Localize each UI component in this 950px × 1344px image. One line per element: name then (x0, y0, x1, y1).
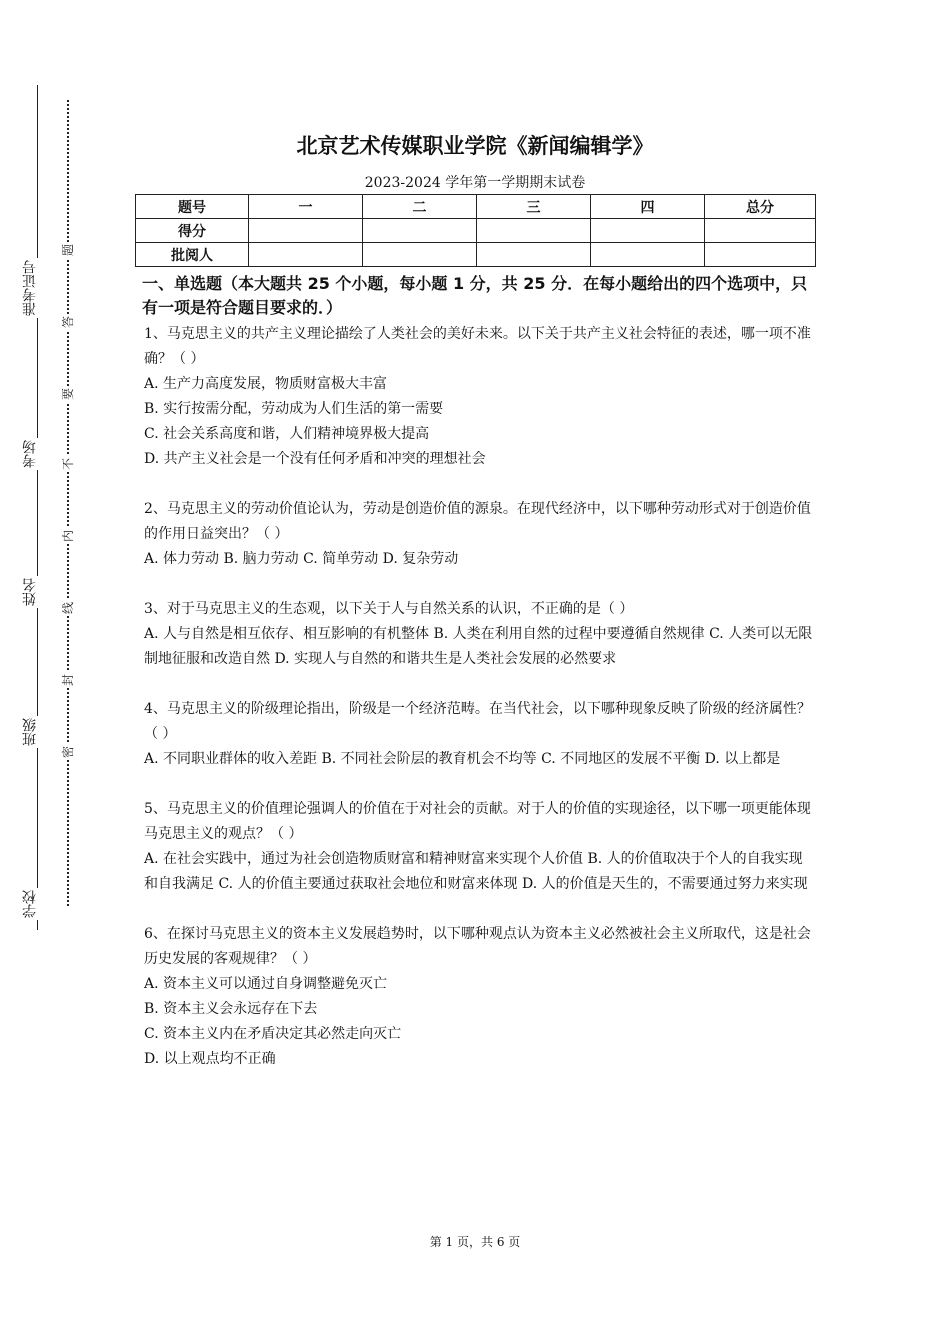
score-cell[interactable] (477, 219, 591, 243)
seal-char: 密 (61, 746, 75, 759)
score-header-cell: 四 (591, 195, 705, 219)
question-stem: 5、马克思主义的价值理论强调人的价值在于对社会的贡献。对于人的价值的实现途径，以下哪一项更能体现马克思主义的观点？（ ） (144, 801, 811, 842)
score-cell[interactable] (591, 219, 705, 243)
question-3 (144, 597, 816, 672)
score-header-cell: 题号 (136, 195, 249, 219)
binding-line (37, 85, 38, 930)
question-option: B. 资本主义会永远存在下去 (144, 1001, 318, 1017)
question-5 (144, 797, 816, 897)
seal-char: 内 (61, 530, 75, 543)
seal-char: 答 (61, 316, 75, 329)
field-class-label: 班级 (22, 718, 38, 746)
question-option: B. 实行按需分配，劳动成为人们生活的第一需要 (144, 401, 444, 417)
question-options: A. 在社会实践中，通过为社会创造物质财富和精神财富来实现个人价值 B. 人的价值取决于个人的自我实现和自我满足 C. 人的价值主要通过获取社会地位和财富来体现 D. 人的价值是天生的，不需要通过努力来实现 (144, 851, 808, 892)
score-table (135, 194, 816, 267)
question-option: C. 资本主义内在矛盾决定其必然走向灭亡 (144, 1026, 402, 1042)
score-cell[interactable] (249, 219, 363, 243)
grader-cell[interactable] (249, 243, 363, 267)
question-stem: 4、马克思主义的阶级理论指出，阶级是一个经济范畴。在当代社会，以下哪种现象反映了阶级的经济属性？（ ） (144, 701, 811, 742)
grader-cell[interactable] (477, 243, 591, 267)
score-header-cell: 一 (249, 195, 363, 219)
question-option: A. 生产力高度发展，物质财富极大丰富 (144, 376, 388, 392)
score-cell[interactable] (363, 219, 477, 243)
score-cell[interactable] (705, 219, 816, 243)
question-option: A. 资本主义可以通过自身调整避免灭亡 (144, 976, 388, 992)
question-stem: 3、对于马克思主义的生态观，以下关于人与自然关系的认识，不正确的是（ ） (144, 601, 634, 617)
exam-subtitle: 2023-2024 学年第一学期期末试卷 (364, 175, 586, 191)
question-options: A. 体力劳动 B. 脑力劳动 C. 简单劳动 D. 复杂劳动 (144, 551, 459, 567)
question-option: D. 以上观点均不正确 (144, 1051, 276, 1067)
grader-cell[interactable] (591, 243, 705, 267)
seal-char: 封 (61, 674, 75, 687)
grader-cell[interactable] (363, 243, 477, 267)
question-6 (144, 922, 816, 1072)
score-header-cell: 三 (477, 195, 591, 219)
seal-char: 要 (61, 388, 75, 401)
question-stem: 6、在探讨马克思主义的资本主义发展趋势时，以下哪种观点认为资本主义必然被社会主义所取代，这是社会历史发展的客观规律？（ ） (144, 926, 811, 967)
question-4 (144, 697, 816, 772)
question-options: A. 不同职业群体的收入差距 B. 不同社会阶层的教育机会不均等 C. 不同地区的发展不平衡 D. 以上都是 (144, 751, 781, 767)
page-number: 第 1 页，共 6 页 (429, 1235, 521, 1249)
question-options: A. 人与自然是相互依存、相互影响的有机整体 B. 人类在利用自然的过程中要遵循自然规律 C. 人类可以无限制地征服和改造自然 D. 实现人与自然的和谐共生是人类社会发展的必然要求 (144, 626, 813, 667)
question-section (144, 272, 816, 1072)
question-1 (144, 322, 816, 472)
score-header-cell: 总分 (705, 195, 816, 219)
seal-char: 不 (61, 458, 75, 471)
question-2 (144, 497, 816, 572)
field-name-label: 姓名 (22, 578, 38, 606)
score-table-header-row (136, 195, 816, 219)
field-school-label: 学校 (22, 890, 38, 918)
score-header-cell: 二 (363, 195, 477, 219)
score-row-label: 得分 (136, 219, 249, 243)
grader-row (136, 243, 816, 267)
question-stem: 2、马克思主义的劳动价值论认为，劳动是创造价值的源泉。在现代经济中，以下哪种劳动形式对于创造价值的作用日益突出？（ ） (144, 501, 811, 542)
score-row (136, 219, 816, 243)
section-heading: 一、单选题（本大题共 25 个小题，每小题 1 分，共 25 分．在每小题给出的四个选项中，只有一项是符合题目要求的．） (142, 274, 808, 317)
seal-dotted-line (67, 100, 69, 906)
question-stem: 1、马克思主义的共产主义理论描绘了人类社会的美好未来。以下关于共产主义社会特征的表述，哪一项不准确？（ ） (144, 326, 811, 367)
seal-char: 线 (61, 602, 75, 615)
field-exam-room-label: 考场 (22, 440, 38, 468)
exam-title: 北京艺术传媒职业学院《新闻编辑学》 (296, 134, 654, 158)
grader-cell[interactable] (705, 243, 816, 267)
grader-row-label: 批阅人 (136, 243, 249, 267)
seal-char: 题 (61, 244, 75, 257)
field-exam-number-label: 准考证号 (22, 260, 38, 316)
question-option: D. 共产主义社会是一个没有任何矛盾和冲突的理想社会 (144, 451, 486, 467)
question-option: C. 社会关系高度和谐，人们精神境界极大提高 (144, 426, 430, 442)
